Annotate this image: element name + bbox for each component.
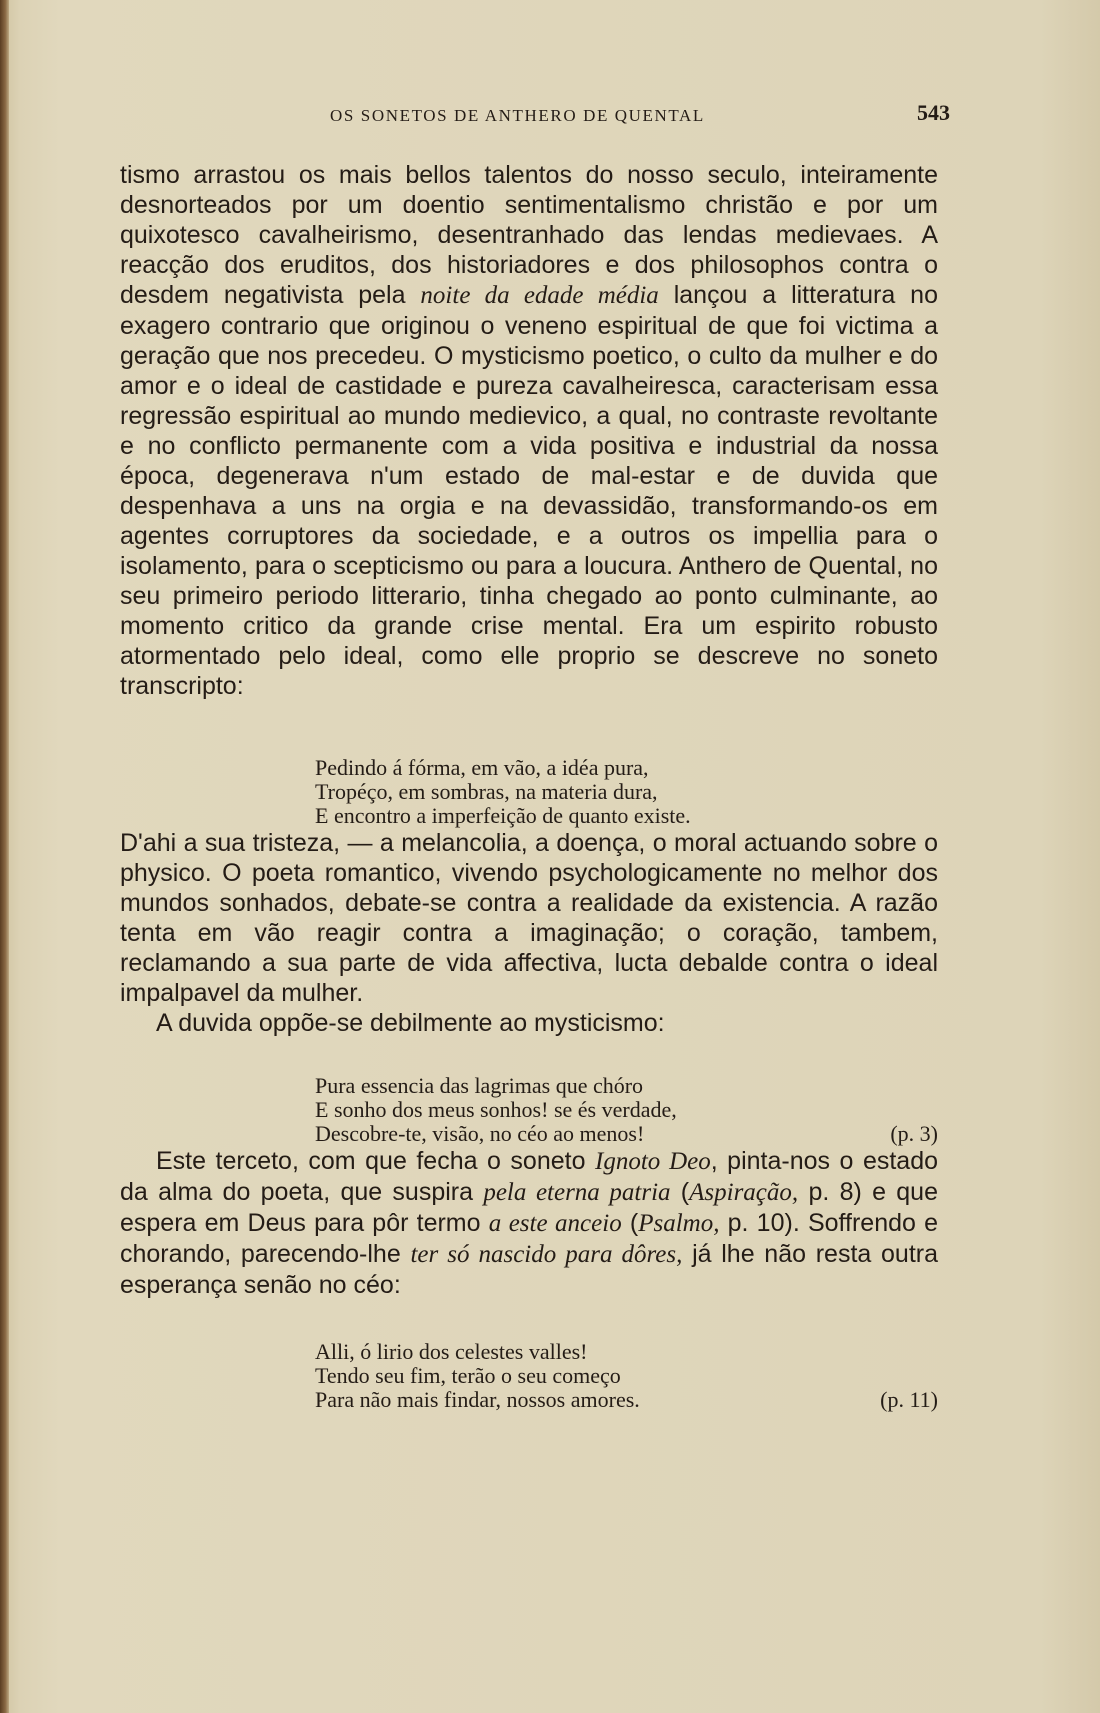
page-binding-edge — [0, 0, 9, 1713]
p3-text-3: ( — [670, 1178, 690, 1206]
p3-italic-6: ter só nascido para dôres, — [410, 1241, 683, 1268]
paragraph-2-continuation: A duvida oppõe-se debilmente ao mysticismo: — [156, 1009, 665, 1037]
p3-text-2: , pinta-nos o estado da alma do poeta, que suspira — [120, 1147, 939, 1206]
p3-text-6: p. 10). Soffrendo e chorando, parecendo-lhe — [120, 1209, 938, 1268]
p3-text-4: p. 8) e que espera em Deus para pôr termo — [120, 1178, 938, 1237]
verse-2-line-1: Pura essencia das lagrimas que chóro — [315, 1073, 644, 1098]
page-number: 543 — [917, 100, 950, 125]
page-body — [120, 160, 938, 1412]
verse-quote-3 — [315, 1340, 938, 1412]
page-header — [120, 100, 950, 134]
p3-italic-2: pela eterna patria — [483, 1179, 671, 1206]
p3-italic-4: a este anceio — [488, 1210, 622, 1237]
verse-1-line-1: Pedindo á fórma, em vão, a idéa pura, — [315, 755, 649, 780]
p3-text-5: ( — [621, 1209, 639, 1237]
paragraph-1-text-a: tismo arrastou os mais bellos talentos do nosso seculo, inteiramente desnorteados por um doentio sentimentalismo christão e por um quixotesco cavalheirismo, desentranhado das lendas medievaes. A reacção dos eruditos, dos historiadores e dos philosophos contra o desdem negativista pela — [120, 161, 938, 309]
paragraph-3 — [120, 1146, 938, 1300]
verse-2-line-3: Descobre-te, visão, no céo ao menos! — [315, 1121, 645, 1146]
p3-italic-1: Ignoto Deo — [595, 1148, 711, 1175]
p3-italic-3: Aspiração, — [689, 1179, 799, 1206]
p3-text-7: já lhe não resta outra esperança senão no céo: — [120, 1240, 938, 1299]
p3-italic-5: Psalmo, — [638, 1210, 720, 1237]
paragraph-1-text-b: lançou a litteratura no exagero contrario que originou o veneno espiritual de que foi victima a geração que nos precedeu. O mysticismo poetico, o culto da mulher e do amor e o ideal de castidade e pureza cavalheiresca, caracterisam essa regressão espiritual ao mundo medievico, a qual, no contraste revoltante e no conflicto permanente com a vida positiva e industrial da nossa época, degenerava n'um estado de mal-estar e de duvida que despenhava a uns na orgia e na devassidão, transformando-os em agentes corruptores da sociedade, e a outros os impellia para o isolamento, para o scepticismo ou para a loucura. Anthero de Quental, no seu primeiro periodo litterario, tinha chegado ao ponto culminante, ao momento critico da grande crise mental. Era um espirito robusto atormentado pelo ideal, como elle proprio se descreve no soneto transcripto: — [120, 281, 938, 700]
p3-text-1: Este terceto, com que fecha o soneto — [156, 1147, 595, 1175]
paragraph-1-italic: noite da edade média — [420, 282, 659, 309]
verse-1-line-2: Tropéço, em sombras, na materia dura, — [315, 779, 658, 804]
running-title: OS SONETOS DE ANTHERO DE QUENTAL — [330, 106, 705, 125]
verse-1-line-3: E encontro a imperfeição de quanto existe. — [315, 803, 691, 828]
verse-3-line-3: Para não mais findar, nossos amores. — [315, 1387, 640, 1412]
verse-3-page-reference: (p. 11) — [880, 1387, 938, 1412]
verse-quote-2 — [315, 1074, 938, 1146]
verse-quote-1 — [315, 756, 938, 828]
paragraph-2: D'ahi a sua tristeza, — a melancolia, a doença, o moral actuando sobre o physico. O poeta romantico, vivendo psychologicamente no melhor dos mundos sonhados, debate-se contra a realidade da existencia. A razão tenta em vão reagir contra a imaginação; o coração, tambem, reclamando a sua parte de vida affectiva, lucta debalde contra o ideal impalpavel da mulher. — [120, 829, 938, 1007]
verse-2-line-2: E sonho dos meus sonhos! se és verdade, — [315, 1097, 677, 1122]
verse-3-line-1: Alli, ó lirio dos celestes valles! — [315, 1339, 588, 1364]
paragraph-1 — [120, 160, 938, 712]
verse-2-page-reference: (p. 3) — [890, 1121, 938, 1146]
verse-3-line-2: Tendo seu fim, terão o seu começo — [315, 1363, 621, 1388]
